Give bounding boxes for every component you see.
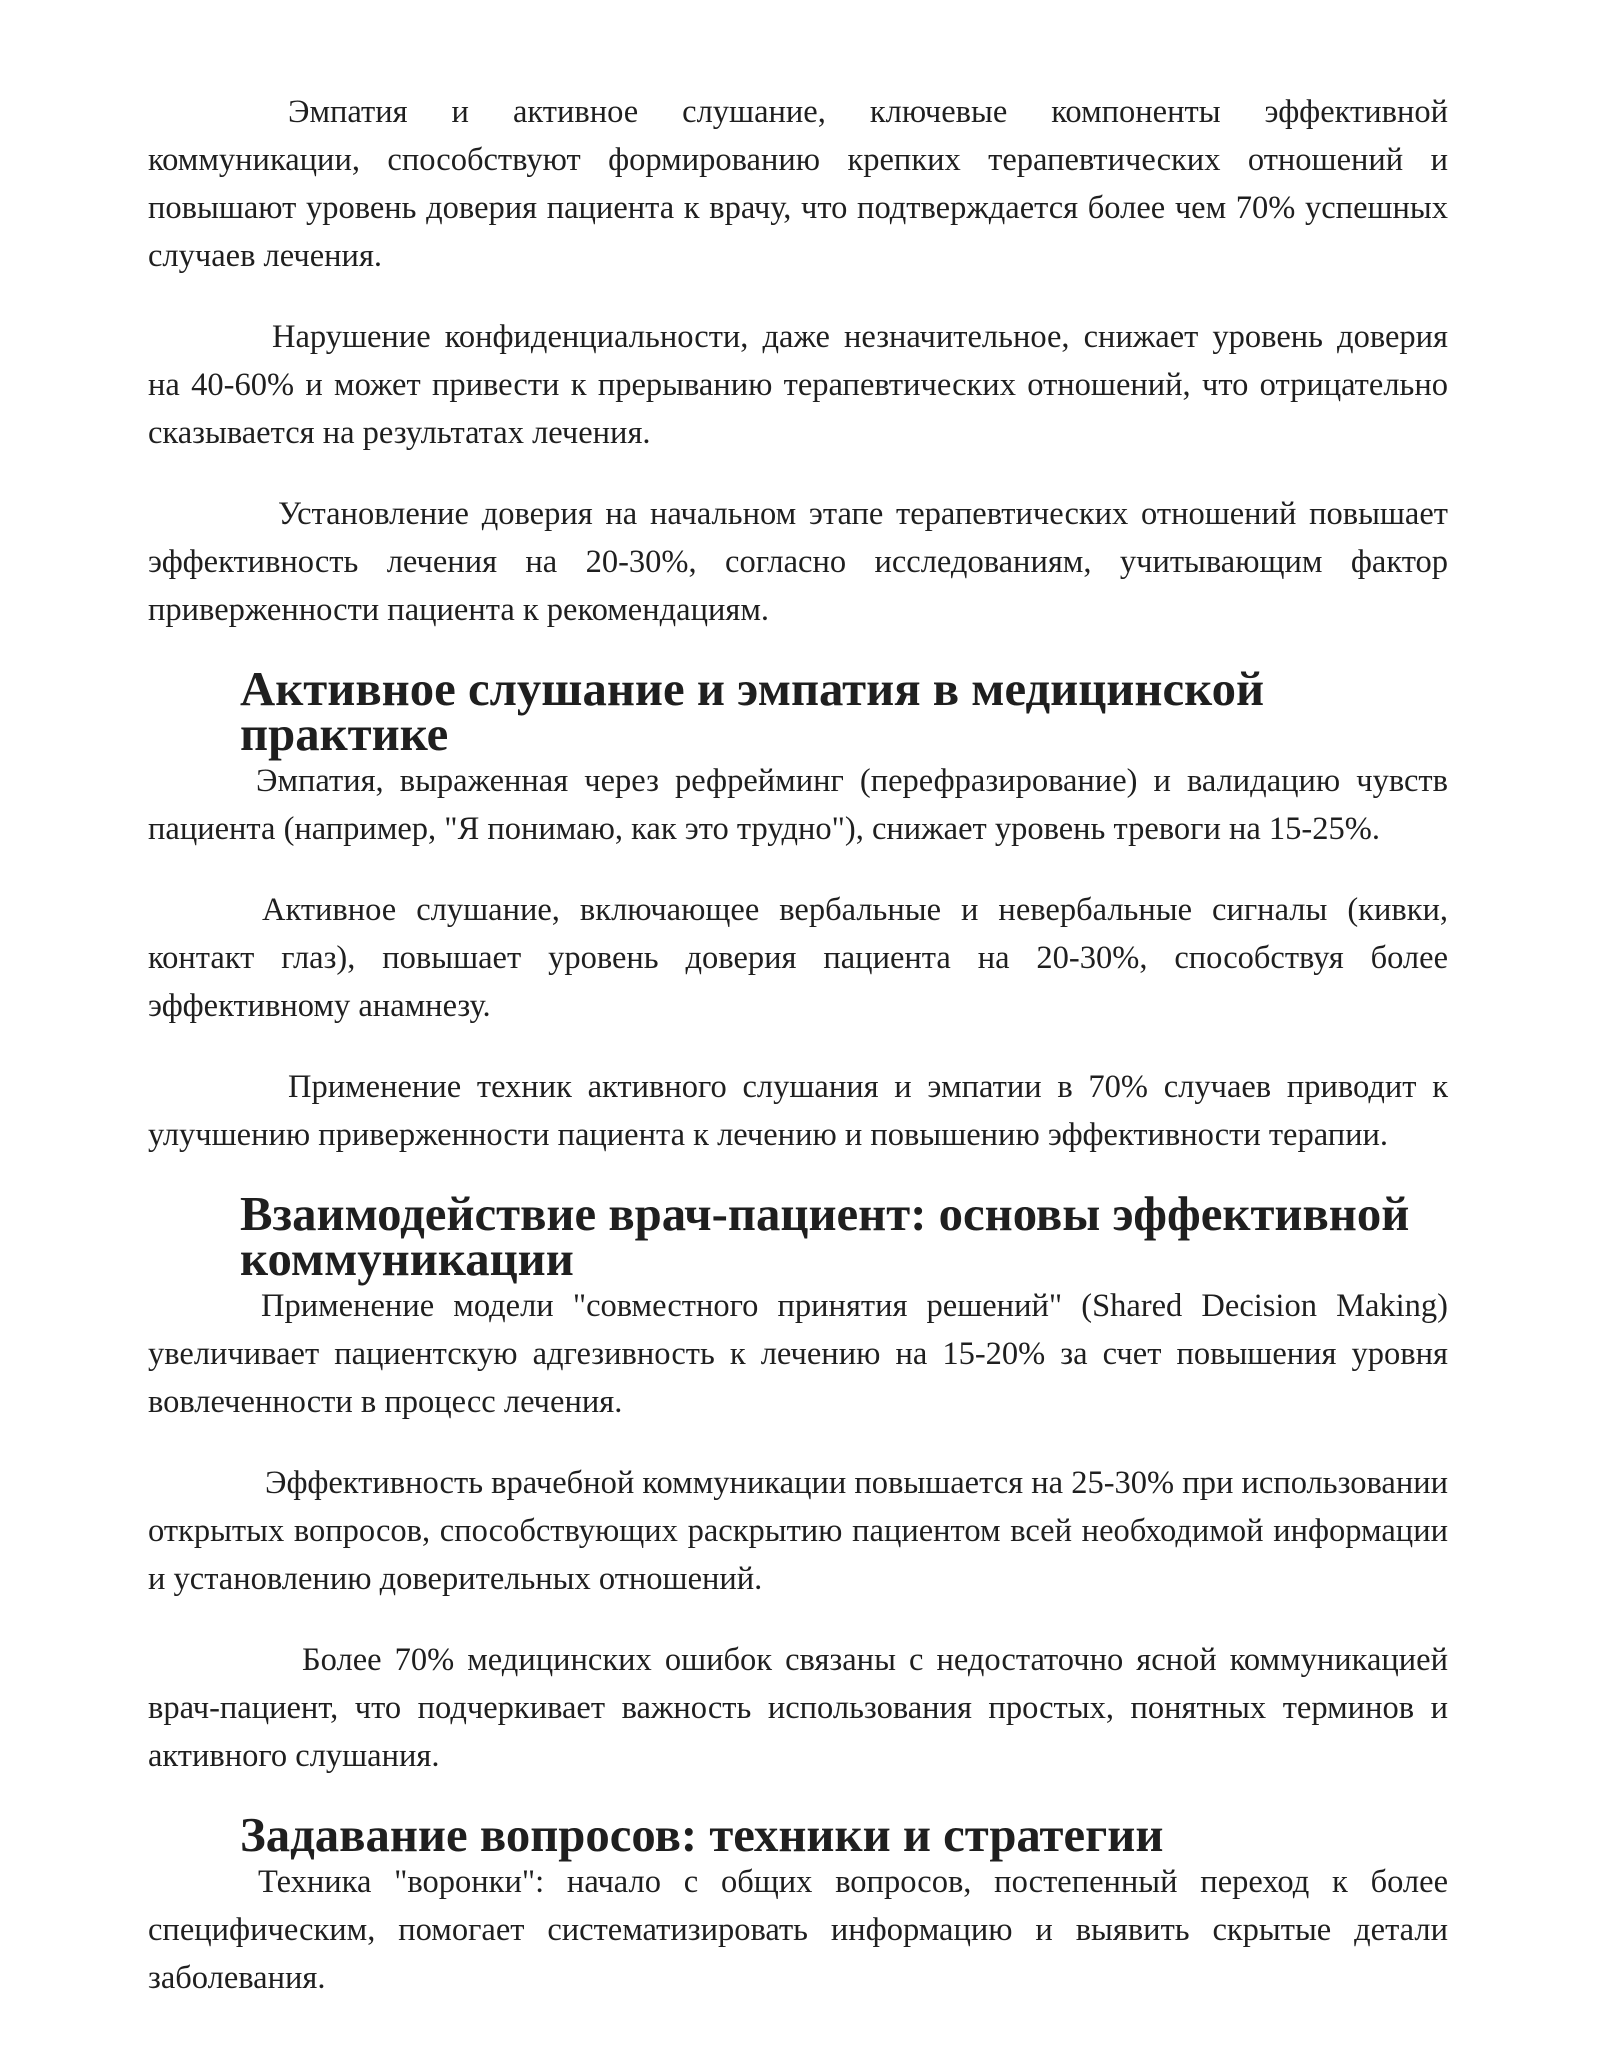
paragraph-shared-decision: Применение модели "совместного принятия решений" (Shared Decision Making) увеличивает пациентскую адгезивность к лечению на 15-20% за счет повышения уровня вовлеченности в процесс лечения.: [148, 1288, 1448, 1420]
paragraph-verbal-nonverbal: Активное слушание, включающее вербальные и невербальные сигналы (кивки, контакт глаз), повышает уровень доверия пациента на 20-30%, способствуя более эффективному анамнезу.: [148, 892, 1448, 1024]
paragraph-open-questions: Эффективность врачебной коммуникации повышается на 25-30% при использовании открытых вопросов, способствующих раскрытию пациентом всей необходимой информации и установлению доверительных отношений.: [148, 1465, 1448, 1597]
section-heading-asking-questions: Задавание вопросов: техники и стратегии: [240, 1808, 1164, 1862]
paragraph-trust-initial-stage: Установление доверия на начальном этапе терапевтических отношений повышает эффективность лечения на 20-30%, согласно исследованиям, учитывающим фактор приверженности пациента к рекомендациям.: [148, 496, 1448, 628]
paragraph-confidentiality: Нарушение конфиденциальности, даже незначительное, снижает уровень доверия на 40-60% и может привести к прерыванию терапевтических отношений, что отрицательно сказывается на результатах лечения.: [148, 319, 1448, 451]
paragraph-techniques-adherence: Применение техник активного слушания и эмпатии в 70% случаев приводит к улучшению приверженности пациента к лечению и повышению эффективности терапии.: [148, 1069, 1448, 1153]
section-heading-active-listening: Активное слушание и эмпатия в медицинской практике: [240, 662, 1265, 761]
paragraph-medical-errors: Более 70% медицинских ошибок связаны с недостаточно ясной коммуникацией врач-пациент, что подчеркивает важность использования простых, понятных терминов и активного слушания.: [148, 1642, 1448, 1774]
document-page: [148, 88, 1448, 2002]
paragraph-reframing: Эмпатия, выраженная через рефрейминг (перефразирование) и валидацию чувств пациента (например, "Я понимаю, как это трудно"), снижает уровень тревоги на 15-25%.: [148, 763, 1448, 847]
paragraph-funnel-technique: Техника "воронки": начало с общих вопросов, постепенный переход к более специфическим, помогает систематизировать информацию и выявить скрытые детали заболевания.: [148, 1864, 1448, 1996]
paragraph-empathy-listening: Эмпатия и активное слушание, ключевые компоненты эффективной коммуникации, способствуют формированию крепких терапевтических отношений и повышают уровень доверия пациента к врачу, что подтверждается более чем 70% успешных случаев лечения.: [148, 94, 1448, 274]
section-heading-doctor-patient: Взаимодействие врач-пациент: основы эффективной коммуникации: [240, 1187, 1410, 1286]
